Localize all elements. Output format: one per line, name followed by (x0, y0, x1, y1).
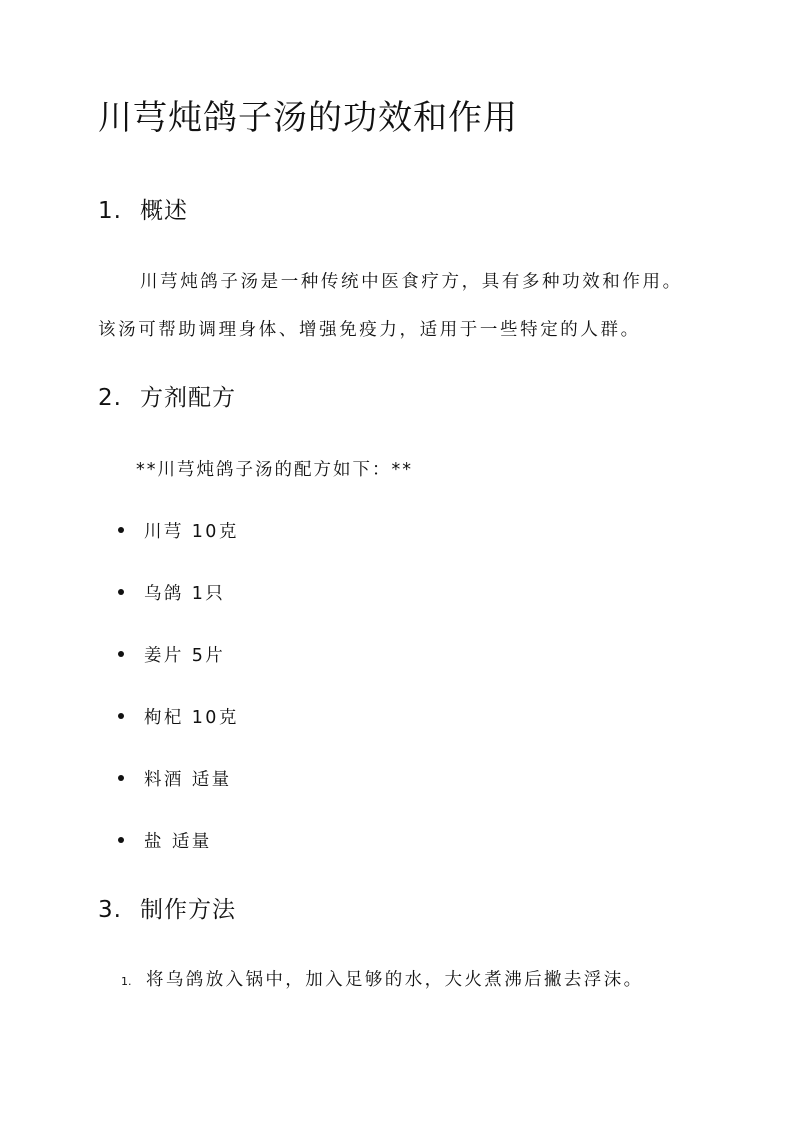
bullet-icon (118, 837, 124, 843)
section-number: 3. (98, 897, 122, 923)
list-item (118, 704, 239, 732)
list-item (118, 642, 225, 670)
document-title: 川芎炖鸽子汤的功效和作用 (98, 98, 518, 138)
bullet-icon (118, 651, 124, 657)
bullet-icon (118, 775, 124, 781)
section-heading-formula (98, 382, 236, 414)
list-item (118, 580, 225, 608)
list-item (118, 828, 212, 856)
list-item-text: 川芎 10克 (144, 522, 239, 542)
list-item-text: 盐 适量 (144, 832, 212, 852)
list-item-text: 乌鸽 1只 (144, 584, 226, 604)
list-item-text: 姜片 5片 (144, 646, 226, 666)
paragraph-line: 该汤可帮助调理身体、增强免疫力，适用于一些特定的人群。 (98, 320, 641, 340)
bullet-icon (118, 713, 124, 719)
section-title: 概述 (140, 198, 188, 224)
list-item-text: 料酒 适量 (144, 770, 232, 790)
section-title: 制作方法 (140, 897, 236, 923)
section-number: 2. (98, 385, 122, 411)
list-item-text: 枸杞 10克 (144, 708, 239, 728)
paragraph-line: 川芎炖鸽子汤是一种传统中医食疗方，具有多种功效和作用。 (140, 272, 683, 292)
list-item (118, 518, 239, 546)
list-item (118, 766, 232, 794)
section-heading-overview (98, 195, 188, 227)
bullet-icon (118, 527, 124, 533)
step-text: 将乌鸽放入锅中，加入足够的水，大火煮沸后撇去浮沫。 (146, 970, 644, 990)
ordered-list-item (121, 966, 644, 996)
formula-intro: **川芎炖鸽子汤的配方如下：** (136, 460, 413, 480)
section-title: 方剂配方 (140, 385, 236, 411)
bullet-icon (118, 589, 124, 595)
section-heading-method (98, 894, 236, 926)
step-number: 1. (121, 975, 132, 988)
section-number: 1. (98, 198, 122, 224)
